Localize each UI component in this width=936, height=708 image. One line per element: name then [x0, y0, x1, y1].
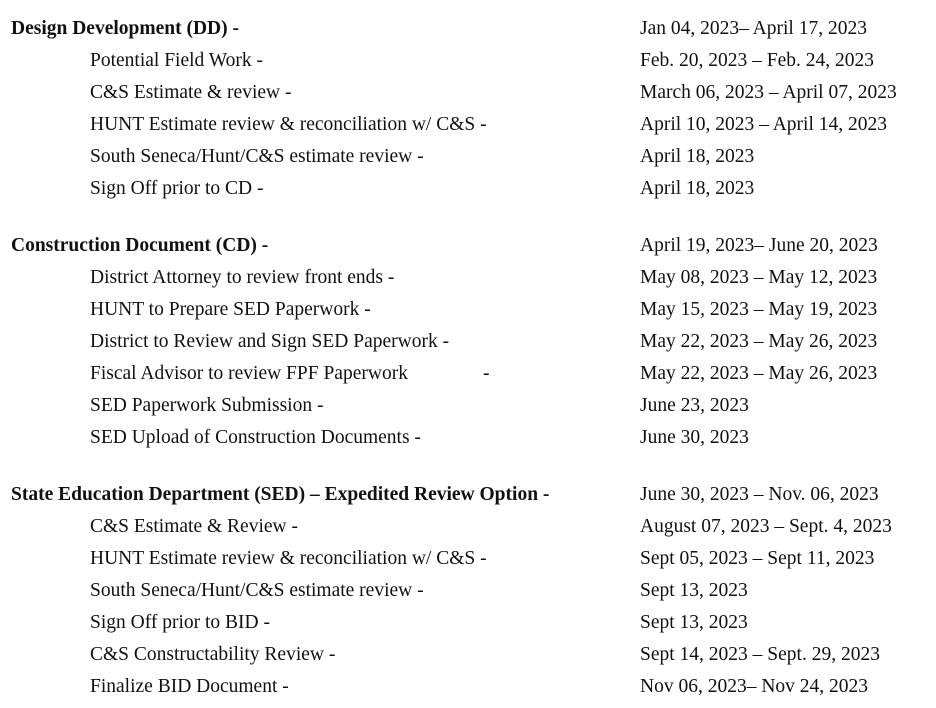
task-date: Sept 14, 2023 – Sept. 29, 2023 — [640, 644, 880, 665]
task-label: C&S Constructability Review - — [90, 644, 336, 665]
section-heading-date: Jan 04, 2023– April 17, 2023 — [640, 18, 867, 39]
task-label: Sign Off prior to BID - — [90, 612, 271, 633]
task-label: Sign Off prior to CD - — [90, 178, 264, 199]
task-date: May 15, 2023 – May 19, 2023 — [640, 299, 878, 320]
section-heading-sed — [0, 479, 936, 511]
schedule-row — [0, 77, 936, 109]
task-label: SED Upload of Construction Documents - — [90, 427, 421, 448]
schedule-row — [0, 141, 936, 173]
task-label: South Seneca/Hunt/C&S estimate review - — [90, 146, 424, 167]
task-date: March 06, 2023 – April 07, 2023 — [640, 82, 897, 103]
task-date: August 07, 2023 – Sept. 4, 2023 — [640, 516, 892, 537]
task-date: Sept 13, 2023 — [640, 580, 748, 601]
schedule-row — [0, 575, 936, 607]
task-date: June 23, 2023 — [640, 395, 749, 416]
schedule-row — [0, 639, 936, 671]
task-label: C&S Estimate & review - — [90, 82, 292, 103]
task-label: Finalize BID Document - — [90, 676, 289, 697]
schedule-row — [0, 294, 936, 326]
task-label: C&S Estimate & Review - — [90, 516, 298, 537]
task-date: May 08, 2023 – May 12, 2023 — [640, 267, 878, 288]
section-heading-label: Construction Document (CD) - — [11, 235, 269, 256]
section-heading-date: April 19, 2023– June 20, 2023 — [640, 235, 878, 256]
schedule-row — [0, 390, 936, 422]
schedule-row — [0, 543, 936, 575]
schedule-row — [0, 173, 936, 205]
section-heading-date: June 30, 2023 – Nov. 06, 2023 — [640, 484, 879, 505]
schedule-row — [0, 358, 936, 390]
task-date: April 18, 2023 — [640, 146, 755, 167]
task-label: HUNT Estimate review & reconciliation w/ C&S - — [90, 548, 487, 569]
task-date: Sept 13, 2023 — [640, 612, 748, 633]
schedule-row — [0, 422, 936, 454]
schedule-row — [0, 671, 936, 703]
schedule-row — [0, 262, 936, 294]
task-date: April 18, 2023 — [640, 178, 755, 199]
section-heading-cd — [0, 230, 936, 262]
task-date: Sept 05, 2023 – Sept 11, 2023 — [640, 548, 875, 569]
task-label: HUNT to Prepare SED Paperwork - — [90, 299, 371, 320]
schedule-row — [0, 45, 936, 77]
task-date: June 30, 2023 — [640, 427, 749, 448]
task-label: District Attorney to review front ends - — [90, 267, 395, 288]
task-date: Nov 06, 2023– Nov 24, 2023 — [640, 676, 869, 697]
section-heading-dd — [0, 13, 936, 45]
section-heading-label: Design Development (DD) - — [11, 18, 240, 39]
task-date: May 22, 2023 – May 26, 2023 — [640, 363, 878, 384]
task-date: May 22, 2023 – May 26, 2023 — [640, 331, 878, 352]
task-label: SED Paperwork Submission - — [90, 395, 324, 416]
task-date: April 10, 2023 – April 14, 2023 — [640, 114, 887, 135]
task-label: Potential Field Work - — [90, 50, 264, 71]
schedule-row — [0, 326, 936, 358]
schedule-row — [0, 607, 936, 639]
task-date: Feb. 20, 2023 – Feb. 24, 2023 — [640, 50, 874, 71]
task-label-suffix: - — [483, 363, 490, 384]
task-label: Fiscal Advisor to review FPF Paperwork — [90, 363, 408, 384]
schedule-row — [0, 109, 936, 141]
task-label: South Seneca/Hunt/C&S estimate review - — [90, 580, 424, 601]
task-label: HUNT Estimate review & reconciliation w/ C&S - — [90, 114, 487, 135]
schedule-row — [0, 511, 936, 543]
section-heading-label: State Education Department (SED) – Expedited Review Option - — [11, 484, 550, 505]
task-label: District to Review and Sign SED Paperwork - — [90, 331, 450, 352]
